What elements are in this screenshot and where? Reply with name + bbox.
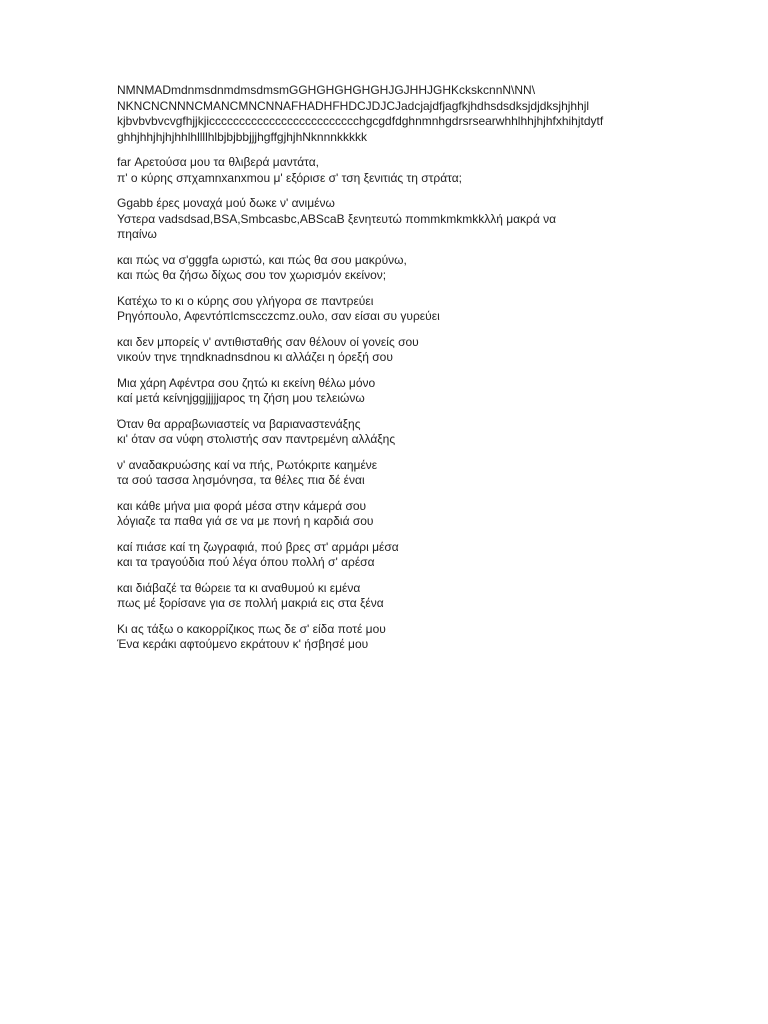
header-line: kjbvbvbvcvgfhjjkjiccccccccccccccccccccccccchgcgdfdghnmnhgdrsrsearwhhlhhjhjhfxhihjtdytf: [117, 114, 604, 128]
verse-line: far Αρετούσα μου τα θλιβερά μαντάτα,: [117, 155, 319, 169]
verse-line: π' ο κύρης σπχamnxanxmou μ' εξόρισε σ' τση ξενιτιάς τη στράτα;: [117, 170, 463, 185]
verse-line: νικούν τηνε τηndknadnsdnou κι αλλάζει η όρεξή σου: [117, 350, 393, 364]
stanza-4: [117, 294, 657, 325]
verse-line: κι' όταν σα νύφη στολιστής σαν παντρεμένη αλλάξης: [117, 432, 396, 446]
header-line: NMNMADmdnmsdnmdmsdmsmGGHGHGHGHGHJGJHHJGHKckskcnnN\NN\: [117, 83, 536, 97]
header-gibberish-block: [117, 83, 657, 145]
stanza-11: [117, 581, 657, 612]
verse-line: και διάβαζέ τα θώρειε τα κι αναθυμού κι εμένα: [117, 580, 361, 595]
verse-line: Υστερα vadsdsad,BSA,Smbcasbc,ABScaB ξενητευτώ πommkmkmkkλλή μακρά να: [117, 211, 557, 226]
stanza-10: [117, 540, 657, 571]
verse-line: και δεν μπορείς ν' αντιθισταθής σαν θέλουν οί γονείς σου: [117, 334, 419, 349]
header-line: ghhjhhjhjhjhhlhllllhlbjbjbbjjjhgffgjhjhNknnnkkkkk: [117, 129, 367, 144]
stanza-5: [117, 335, 657, 366]
verse-line: καί πιάσε καί τη ζωγραφιά, πού βρες στ' αρμάρι μέσα: [117, 539, 399, 554]
stanza-6: [117, 376, 657, 407]
verse-line: Κι ας τάξω ο κακορρίζικος πως δε σ' είδα ποτέ μου: [117, 621, 386, 636]
verse-line: και πώς να σ'gggfa ωριστώ, και πώς θα σου μακρύνω,: [117, 252, 407, 267]
verse-line: Όταν θα αρραβωνιαστείς να βαριαναστενάξης: [117, 416, 361, 431]
stanza-1: [117, 155, 657, 186]
verse-line: Ρηγόπουλο, Αφεντόπlcmscczcmz.ουλο, σαν είσαι συ γυρεύει: [117, 309, 440, 323]
verse-line: και τα τραγούδια πού λέγα όπου πολλή σ' αρέσα: [117, 555, 375, 569]
stanza-9: [117, 499, 657, 530]
verse-line: Κατέχω το κι ο κύρης σου γλήγορα σε παντρεύει: [117, 293, 374, 308]
stanza-2: [117, 196, 657, 243]
verse-line: και κάθε μήνα μια φορά μέσα στην κάμερά σου: [117, 498, 367, 513]
stanza-8: [117, 458, 657, 489]
verse-line: και πώς θα ζήσω δίχως σου τον χωρισμόν εκείνον;: [117, 268, 387, 282]
verse-line: λόγιαζε τα παθα γιά σε να με πονή η καρδιά σου: [117, 514, 374, 528]
verse-line: Ggabb έρες μοναχά μού δωκε ν' ανιμένω: [117, 196, 335, 210]
verse-line: Μια χάρη Αφέντρα σου ζητώ κι εκείνη θέλω μόνο: [117, 375, 376, 390]
verse-line: καί μετά κείνηjggjjjjjαρος τη ζήση μου τελειώνω: [117, 391, 365, 405]
verse-line: πως μέ ξορίσανε για σε πολλή μακριά εις στα ξένα: [117, 596, 384, 610]
verse-line: Ένα κεράκι αφτούμενο εκράτουν κ' ήσβησέ μου: [117, 637, 369, 651]
header-line: NKNCNCNNNCMANCMNCNNAFHADHFHDCJDJCJadcjajdfjagfkjhdhsdsdksjdjdksjhjhhjl: [117, 98, 590, 113]
stanza-3: [117, 253, 657, 284]
stanza-7: [117, 417, 657, 448]
verse-line: πηαίνω: [117, 227, 157, 241]
verse-line: τα σού τασσα λησμόνησα, τα θέλες πια δέ έναι: [117, 473, 365, 487]
stanza-12: [117, 622, 657, 653]
document-page: [117, 83, 657, 663]
verse-line: ν' αναδακρυώσης καί να πής, Ρωτόκριτε καημένε: [117, 457, 378, 472]
